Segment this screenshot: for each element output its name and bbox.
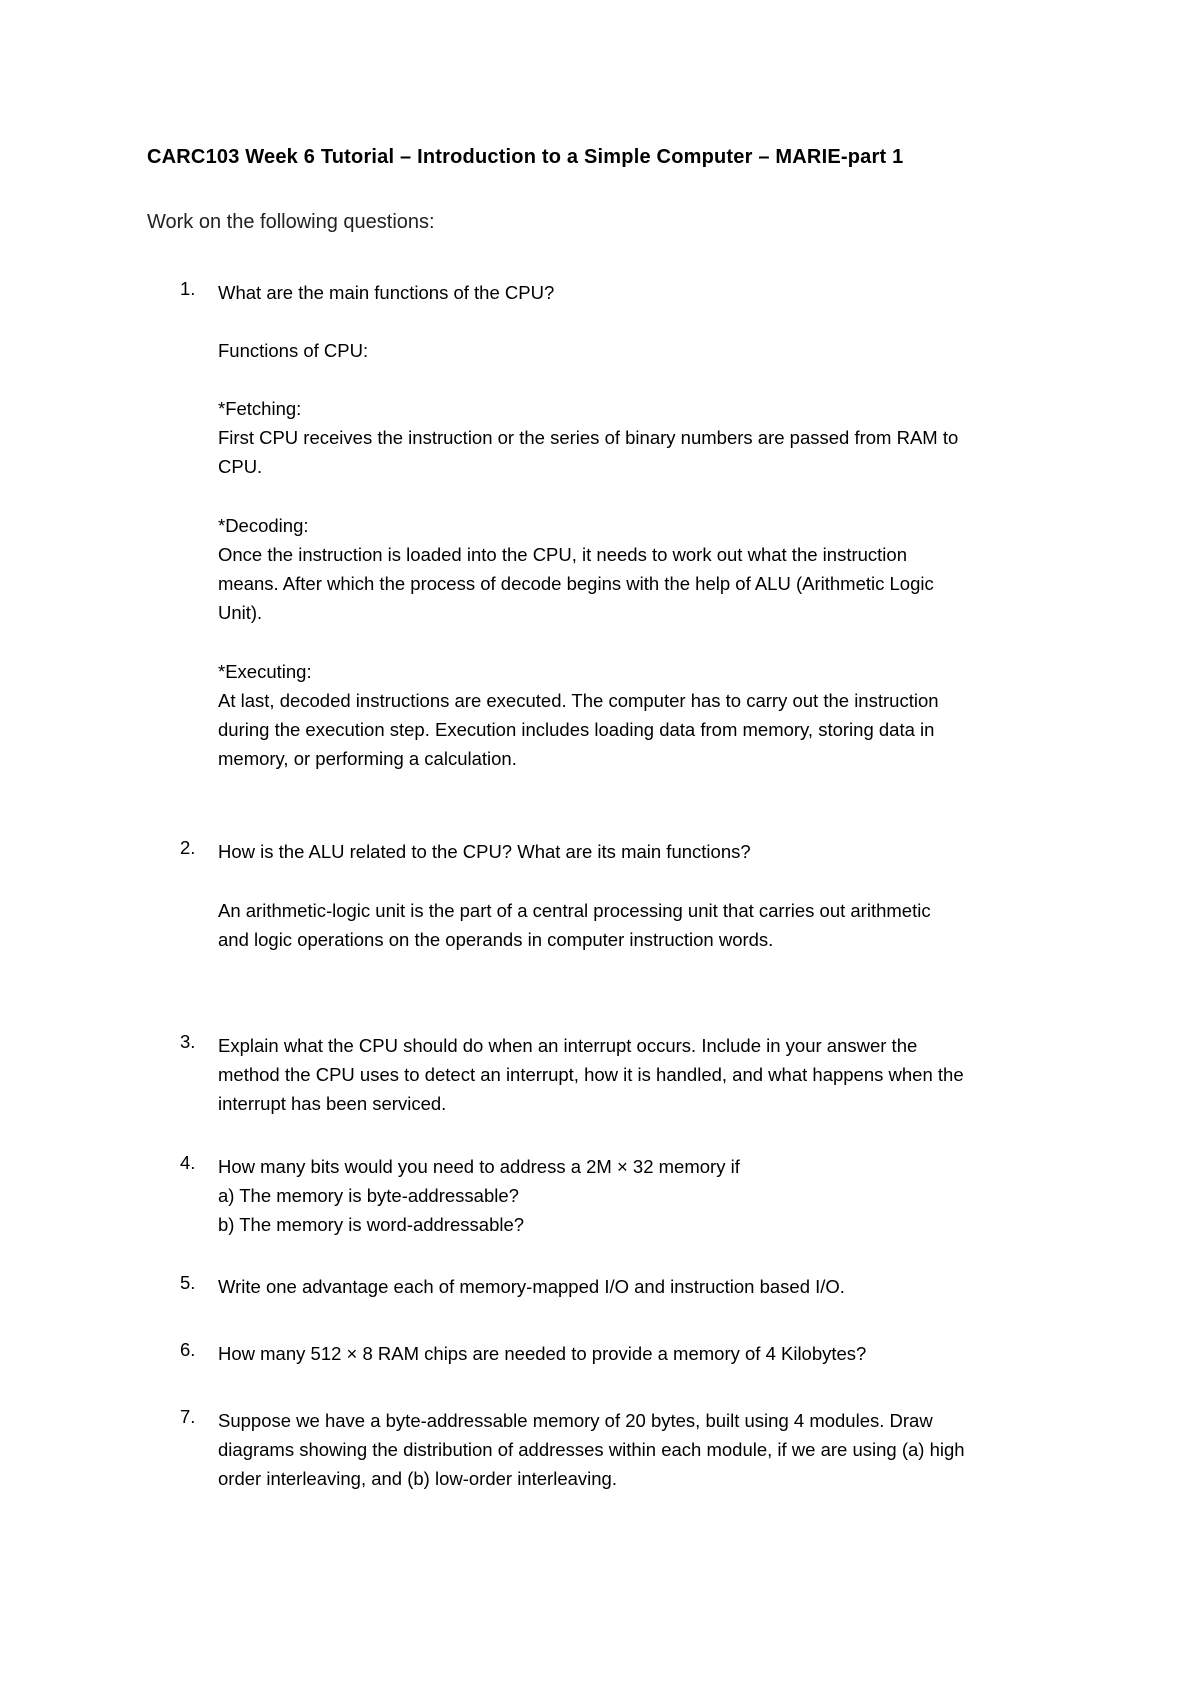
answer-1-executing-line: during the execution step. Execution includes loading data from memory, storing data in — [218, 719, 935, 740]
question-6-line: How many 512 × 8 RAM chips are needed to provide a memory of 4 Kilobytes? — [218, 1343, 867, 1364]
answer-2-line: and logic operations on the operands in computer instruction words. — [218, 929, 774, 950]
question-3-number: 3. — [180, 1031, 196, 1052]
question-3-line: method the CPU uses to detect an interrupt, how it is handled, and what happens when the — [218, 1064, 964, 1085]
answer-1-decoding-label: *Decoding: — [218, 515, 309, 536]
answer-1-executing-line: memory, or performing a calculation. — [218, 748, 517, 769]
question-3-line: interrupt has been serviced. — [218, 1093, 447, 1114]
answer-1-fetching-line: First CPU receives the instruction or the series of binary numbers are passed from RAM to — [218, 427, 959, 448]
document-title: CARC103 Week 6 Tutorial – Introduction to a Simple Computer – MARIE-part 1 — [147, 146, 904, 168]
question-5-line: Write one advantage each of memory-mapped I/O and instruction based I/O. — [218, 1276, 845, 1297]
intro-text: Work on the following questions: — [147, 211, 435, 233]
question-7-line: Suppose we have a byte-addressable memory of 20 bytes, built using 4 modules. Draw — [218, 1410, 933, 1431]
question-7-line: diagrams showing the distribution of addresses within each module, if we are using (a) high — [218, 1439, 965, 1460]
question-4-line: a) The memory is byte-addressable? — [218, 1185, 519, 1206]
answer-1-fetching-label: *Fetching: — [218, 398, 302, 419]
question-1-number: 1. — [180, 278, 196, 299]
question-4-number: 4. — [180, 1152, 196, 1173]
answer-2-line: An arithmetic-logic unit is the part of a central processing unit that carries out arithmetic — [218, 900, 931, 921]
answer-1-decoding-line: means. After which the process of decode begins with the help of ALU (Arithmetic Logic — [218, 573, 934, 594]
answer-1-decoding-line: Unit). — [218, 602, 263, 623]
question-7-number: 7. — [180, 1406, 196, 1427]
answer-1-decoding-line: Once the instruction is loaded into the CPU, it needs to work out what the instruction — [218, 544, 907, 565]
answer-1-executing-label: *Executing: — [218, 661, 312, 682]
question-4-line: b) The memory is word-addressable? — [218, 1214, 525, 1235]
question-4-line: How many bits would you need to address a 2M × 32 memory if — [218, 1156, 740, 1177]
answer-1-fetching-line: CPU. — [218, 456, 263, 477]
answer-1-executing-line: At last, decoded instructions are executed. The computer has to carry out the instruction — [218, 690, 939, 711]
question-5-number: 5. — [180, 1272, 196, 1293]
question-7-line: order interleaving, and (b) low-order interleaving. — [218, 1468, 617, 1489]
question-6-number: 6. — [180, 1339, 196, 1360]
question-2-number: 2. — [180, 837, 196, 858]
question-1-text: What are the main functions of the CPU? — [218, 282, 555, 303]
question-3-line: Explain what the CPU should do when an interrupt occurs. Include in your answer the — [218, 1035, 918, 1056]
question-2-text: How is the ALU related to the CPU? What are its main functions? — [218, 841, 751, 862]
answer-1-heading: Functions of CPU: — [218, 340, 369, 361]
